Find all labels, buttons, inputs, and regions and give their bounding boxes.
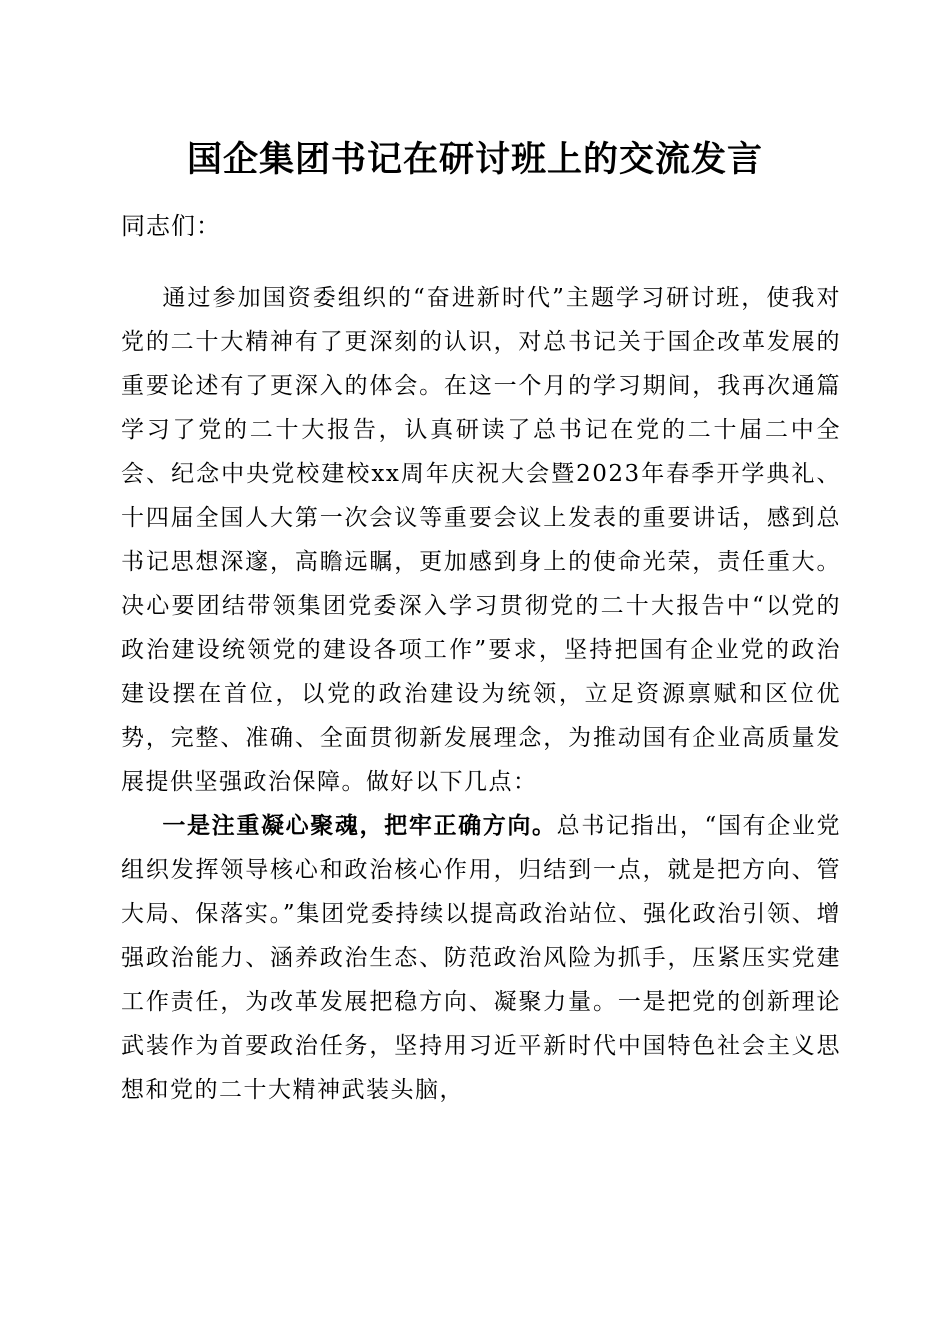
paragraph-point-one-lead: 一是注重凝心聚魂，把牢正确方向。 bbox=[162, 812, 557, 839]
paragraph-point-one-text: 总书记指出，“国有企业党组织发挥领导核心和政治核心作用，归结到一点，就是把方向、管大局、保落实。”集团党委持续以提高政治站位、强化政治引领、增强政治能力、涵养政治生态、防范政治风险为抓手，压紧压实党建工作责任，为改革发展把稳方向、凝聚力量。一是把党的创新理论武装作为首要政治任务，坚持用习近平新时代中国特色社会主义思想和党的二十大精神武装头脑， bbox=[121, 813, 841, 1103]
document-body bbox=[121, 276, 841, 1112]
salutation: 同志们： bbox=[121, 212, 221, 240]
paragraph-intro bbox=[121, 276, 841, 804]
paragraph-intro-text: 通过参加国资委组织的“奋进新时代”主题学习研讨班，使我对党的二十大精神有了更深刻的认识，对总书记关于国企改革发展的重要论述有了更深入的体会。在这一个月的学习期间，我再次通篇学习了党的二十大报告，认真研读了总书记在党的二十届二中全会、纪念中央党校建校xx周年庆祝大会暨2023年春季开学典礼、十四届全国人大第一次会议等重要会议上发表的重要讲话，感到总书记思想深邃，高瞻远瞩，更加感到身上的使命光荣，责任重大。决心要团结带领集团党委深入学习贯彻党的二十大报告中“以党的政治建设统领党的建设各项工作”要求，坚持把国有企业党的政治建设摆在首位，以党的政治建设为统领，立足资源禀赋和区位优势，完整、准确、全面贯彻新发展理念，为推动国有企业高质量发展提供坚强政治保障。做好以下几点： bbox=[121, 285, 841, 795]
paragraph-point-one bbox=[121, 804, 841, 1112]
document-title: 国企集团书记在研讨班上的交流发言 bbox=[186, 139, 763, 180]
